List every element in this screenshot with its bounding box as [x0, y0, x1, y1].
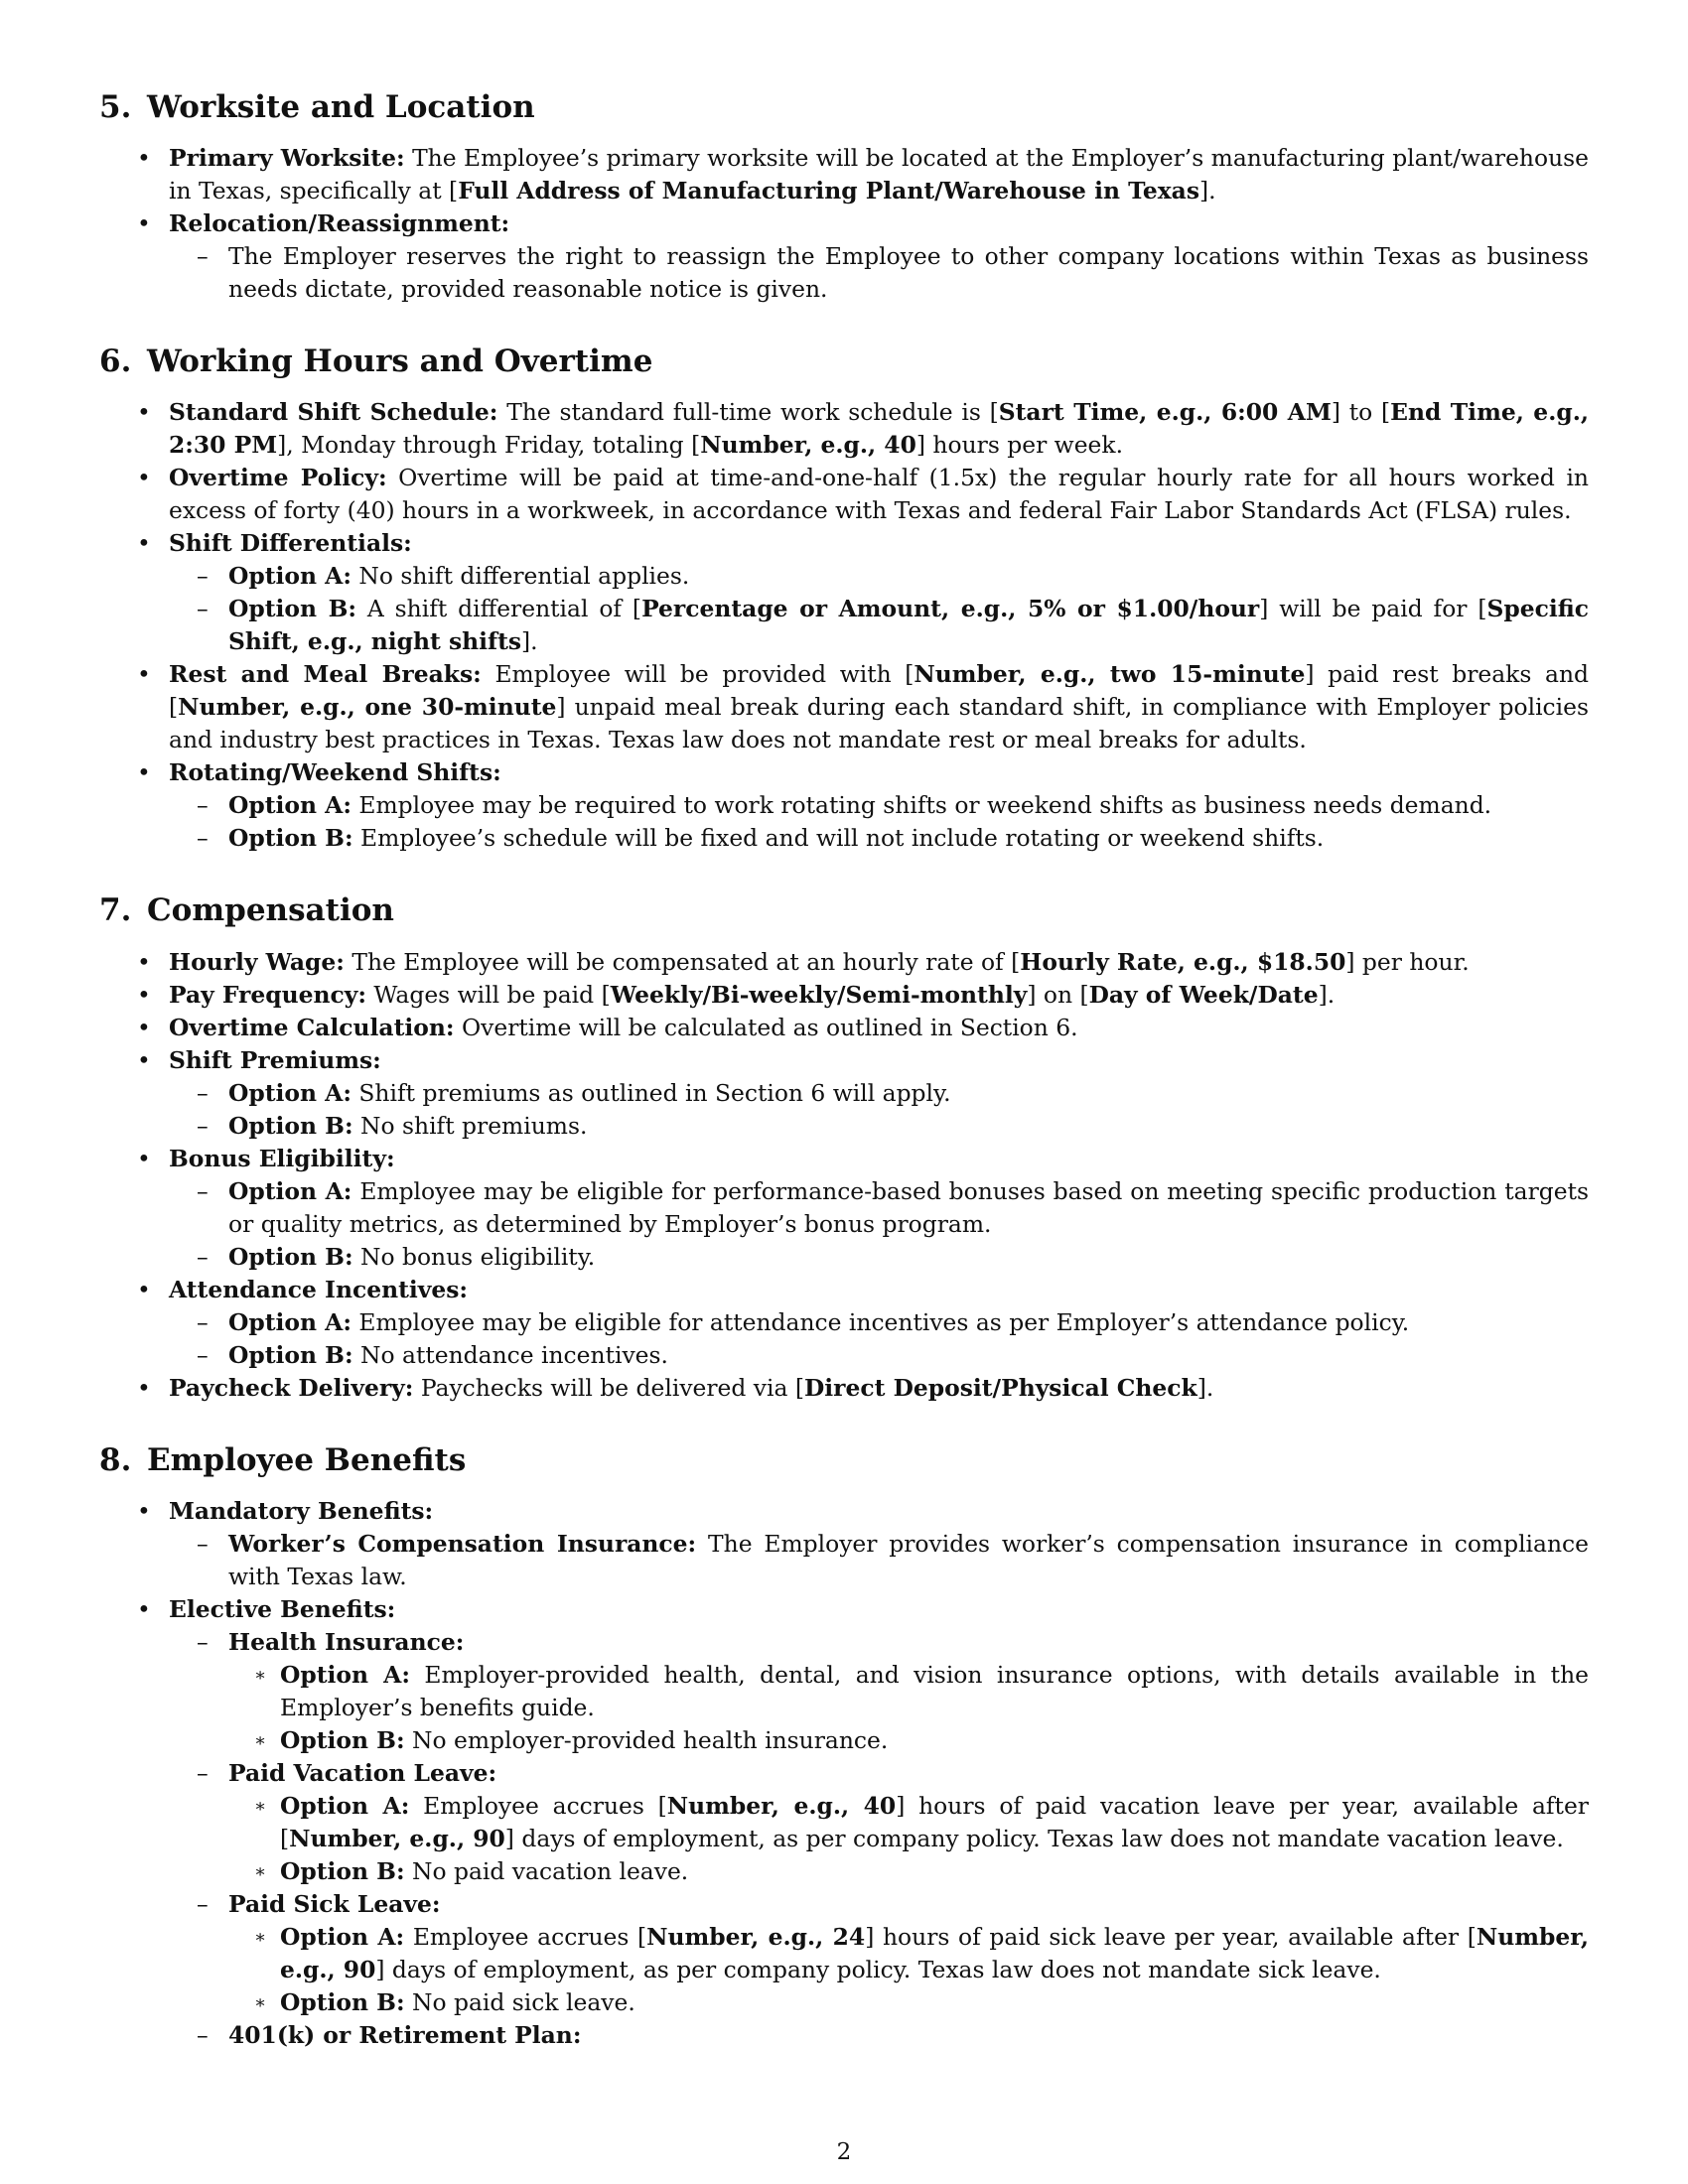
sub-list-item: – Option B: Employee’s schedule will be fixed and will not include rotating or weekend shifts. — [169, 822, 1589, 855]
sub-list-item: – Option B: No shift premiums. — [169, 1110, 1589, 1143]
sub-sub-list-item: ∗ Option B: No paid sick leave. — [228, 1986, 1589, 2019]
list-item: • Attendance Incentives: – Option A: Employee may be eligible for attendance incentives as per Employer’s attendance policy. – Option B: No attendance incentives. — [99, 1274, 1589, 1372]
page-number: 2 — [836, 2139, 852, 2165]
list-item: • Rest and Meal Breaks: Employee will be provided with [Number, e.g., two 15-minute] paid rest breaks and [Number, e.g., one 30-minute] unpaid meal break during each standard shift, in compliance with Employer policies and industry best practices in Texas. Texas law does not mandate rest or meal breaks for adults. — [99, 658, 1589, 756]
sub-list-item: – Option A: Employee may be eligible for performance-based bonuses based on meeting specific production targets or quality metrics, as determined by Employer’s bonus program. — [169, 1175, 1589, 1241]
list-item: • Relocation/Reassignment: – The Employer reserves the right to reassign the Employee to other company locations within Texas as business needs dictate, provided reasonable notice is given. — [99, 207, 1589, 306]
list-item: • Bonus Eligibility: – Option A: Employee may be eligible for performance-based bonuses based on meeting specific production targets or quality metrics, as determined by Employer’s bonus program. – Option B: No bonus eligibility. — [99, 1143, 1589, 1274]
list-item: • Elective Benefits: – Health Insurance: ∗ Option A: Employer-provided health, dental, and vision insurance options, with details available in the Employer’s benefits guide. ∗ Option B: No employer-provided health insurance. – Paid Vacation Leave: ∗ Option A: Employee accrues [Number, e.g., 40] hours of paid vacation leave per year, available after [Number, e.g., 90] days of employment, as per company policy. Texas law does not mandate vacation leave. ∗ Option B: No paid vacation leave. – Paid Sick Leave: ∗ Option A: Employee accrues [Number, e.g., 24] hours of paid sick leave per year, available after [Number, e.g., 90] days of employment, as per company policy. Texas law does not mandate sick leave. ∗ Option B: No paid sick leave. – 401(k) or Retirement Plan: — [99, 1593, 1589, 2052]
sub-list-item: – Option A: Employee may be eligible for attendance incentives as per Employer’s attendance policy. — [169, 1306, 1589, 1339]
sub-sub-list-item: ∗ Option A: Employee accrues [Number, e.g., 24] hours of paid sick leave per year, available after [Number, e.g., 90] days of employment, as per company policy. Texas law does not mandate sick leave. — [228, 1921, 1589, 1986]
sub-list-item: – Option B: A shift differential of [Percentage or Amount, e.g., 5% or $1.00/hour] will be paid for [Specific Shift, e.g., night shifts]. — [169, 593, 1589, 658]
sub-list-item: – Paid Sick Leave: ∗ Option A: Employee accrues [Number, e.g., 24] hours of paid sick leave per year, available after [Number, e.g., 90] days of employment, as per company policy. Texas law does not mandate sick leave. ∗ Option B: No paid sick leave. — [169, 1888, 1589, 2019]
section-5 — [99, 89, 1589, 306]
section-8 — [99, 1442, 1589, 2052]
sub-list-item: – Health Insurance: ∗ Option A: Employer-provided health, dental, and vision insurance options, with details available in the Employer’s benefits guide. ∗ Option B: No employer-provided health insurance. — [169, 1626, 1589, 1757]
sub-sub-list-item: ∗ Option B: No employer-provided health insurance. — [228, 1724, 1589, 1757]
sub-list-item: – 401(k) or Retirement Plan: — [169, 2019, 1589, 2052]
sub-sub-list-item: ∗ Option B: No paid vacation leave. — [228, 1855, 1589, 1888]
section-7 — [99, 892, 1589, 1404]
section-heading: 7. Compensation — [99, 892, 394, 929]
list-item: • Pay Frequency: Wages will be paid [Weekly/Bi-weekly/Semi-monthly] on [Day of Week/Date]. — [99, 979, 1589, 1012]
sub-list-item: – Paid Vacation Leave: ∗ Option A: Employee accrues [Number, e.g., 40] hours of paid vacation leave per year, available after [Number, e.g., 90] days of employment, as per company policy. Texas law does not mandate vacation leave. ∗ Option B: No paid vacation leave. — [169, 1757, 1589, 1888]
sub-sub-list-item: ∗ Option A: Employee accrues [Number, e.g., 40] hours of paid vacation leave per year, available after [Number, e.g., 90] days of employment, as per company policy. Texas law does not mandate vacation leave. — [228, 1790, 1589, 1855]
sub-list-item: – Option A: Shift premiums as outlined in Section 6 will apply. — [169, 1077, 1589, 1110]
section-heading: 6. Working Hours and Overtime — [99, 343, 653, 380]
list-item: • Hourly Wage: The Employee will be compensated at an hourly rate of [Hourly Rate, e.g., $18.50] per hour. — [99, 946, 1589, 979]
sub-list-item: – Worker’s Compensation Insurance: The Employer provides worker’s compensation insurance in compliance with Texas law. — [169, 1528, 1589, 1593]
section-heading: 5. Worksite and Location — [99, 89, 535, 125]
document-page — [99, 89, 1589, 2090]
section-heading: 8. Employee Benefits — [99, 1441, 467, 1478]
list-item: • Overtime Policy: Overtime will be paid at time-and-one-half (1.5x) the regular hourly rate for all hours worked in excess of forty (40) hours in a workweek, in accordance with Texas and federal Fair Labor Standards Act (FLSA) rules. — [99, 462, 1589, 527]
list-item: • Overtime Calculation: Overtime will be calculated as outlined in Section 6. — [99, 1012, 1589, 1044]
sub-list-item: – Option B: No bonus eligibility. — [169, 1241, 1589, 1274]
sub-list-item: – Option B: No attendance incentives. — [169, 1339, 1589, 1372]
section-6 — [99, 343, 1589, 855]
list-item: • Primary Worksite: The Employee’s primary worksite will be located at the Employer’s manufacturing plant/warehouse in Texas, specifically at [Full Address of Manufacturing Plant/Warehouse in Texas]. — [99, 142, 1589, 207]
list-item: • Paycheck Delivery: Paychecks will be delivered via [Direct Deposit/Physical Check]. — [99, 1372, 1589, 1405]
sub-sub-list-item: ∗ Option A: Employer-provided health, dental, and vision insurance options, with details available in the Employer’s benefits guide. — [228, 1659, 1589, 1724]
sub-list-item: – Option A: Employee may be required to work rotating shifts or weekend shifts as business needs demand. — [169, 789, 1589, 822]
list-item: • Rotating/Weekend Shifts: – Option A: Employee may be required to work rotating shifts or weekend shifts as business needs demand. – Option B: Employee’s schedule will be fixed and will not include rotating or weekend shifts. — [99, 756, 1589, 855]
list-item: • Mandatory Benefits: – Worker’s Compensation Insurance: The Employer provides worker’s compensation insurance in compliance with Texas law. — [99, 1495, 1589, 1593]
list-item: • Standard Shift Schedule: The standard full-time work schedule is [Start Time, e.g., 6:00 AM] to [End Time, e.g., 2:30 PM], Monday through Friday, totaling [Number, e.g., 40] hours per week. — [99, 396, 1589, 462]
list-item: • Shift Premiums: – Option A: Shift premiums as outlined in Section 6 will apply. – Option B: No shift premiums. — [99, 1044, 1589, 1143]
sub-list-item: – The Employer reserves the right to reassign the Employee to other company locations within Texas as business needs dictate, provided reasonable notice is given. — [169, 240, 1589, 306]
sub-list-item: – Option A: No shift differential applies. — [169, 560, 1589, 593]
list-item: • Shift Differentials: – Option A: No shift differential applies. – Option B: A shift differential of [Percentage or Amount, e.g., 5% or $1.00/hour] will be paid for [Specific Shift, e.g., night shifts]. — [99, 527, 1589, 658]
